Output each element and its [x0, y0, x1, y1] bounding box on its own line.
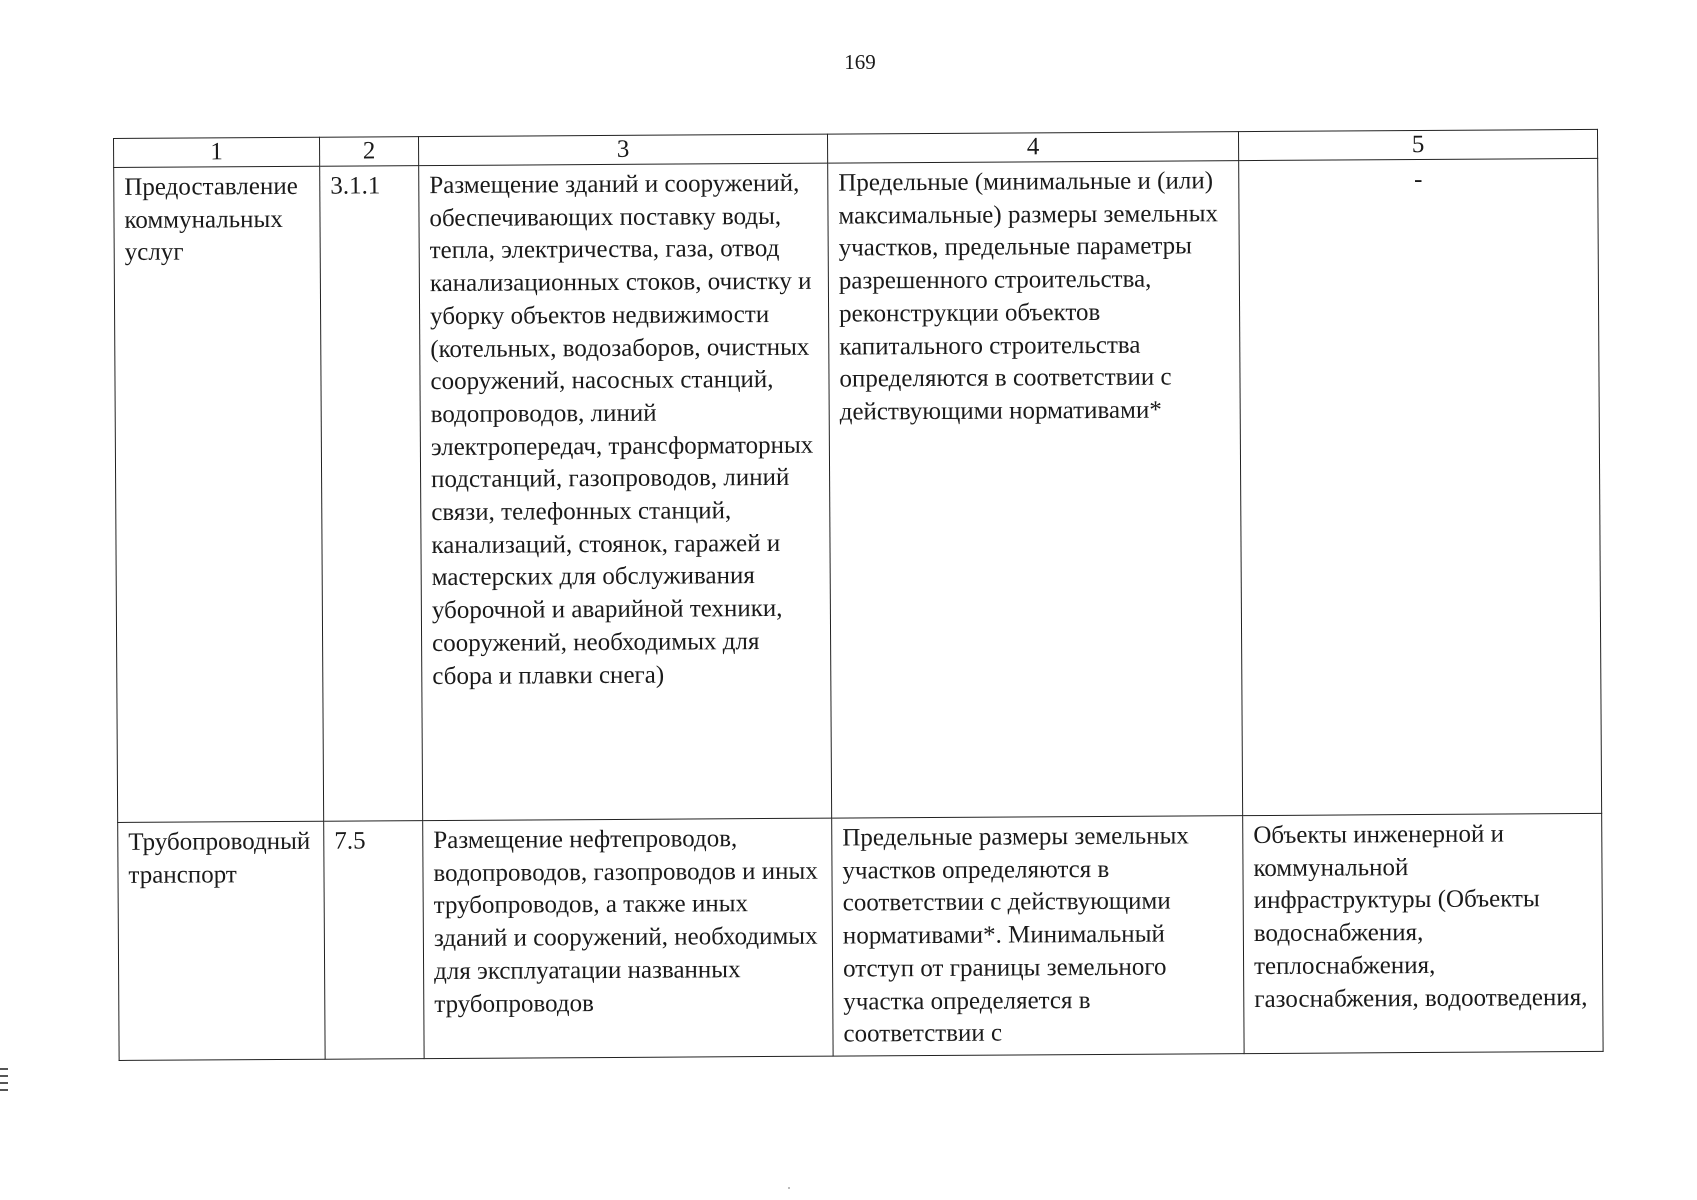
- page-number: 169: [844, 50, 876, 74]
- column-header-3: 3: [418, 134, 827, 165]
- column-header-1: 1: [114, 137, 320, 167]
- table-row: [118, 813, 1603, 1060]
- column-header-2: 2: [319, 137, 418, 167]
- binding-margin-marks: [0, 1068, 8, 1096]
- cell-use-code: 7.5: [324, 821, 424, 1060]
- column-header-5: 5: [1238, 129, 1597, 160]
- cell-use-name: Трубопроводный транспорт: [118, 821, 325, 1060]
- cell-use-notes: Объекты инженерной и коммунальной инфраструктуры (Объекты водоснабжения, теплоснабжения, газоснабжения, водоотведения,: [1243, 813, 1603, 1053]
- land-use-table: [113, 129, 1604, 1061]
- cell-use-name: Предоставление коммунальных услуг: [114, 166, 324, 822]
- table-row: [114, 158, 1602, 822]
- cell-use-description: Размещение зданий и сооружений, обеспечивающих поставку воды, тепла, электричества, газа, отвод канализационных стоков, очистку и уборку объектов недвижимости (котельных, водозаборов, очистных сооружений, насосных станций, водопроводов, линий электропередач, трансформаторных подстанций, газопроводов, линий связи, телефонных станций, канализаций, стоянок, гаражей и мастерских для обслуживания уборочной и аварийной техники, сооружений, необходимых для сбора и плавки снега): [419, 163, 832, 820]
- cell-use-description: Размещение нефтепроводов, водопроводов, газопроводов и иных трубопроводов, а также иных зданий и сооружений, необходимых для эксплуатации названных трубопроводов: [423, 818, 833, 1058]
- cell-use-notes: -: [1239, 158, 1602, 815]
- cell-use-parameters: Предельные (минимальные и (или) максимальные) размеры земельных участков, предельные параметры разрешенного строительства, реконструкции объектов капитального строительства определяются в соответствии с действующими нормативами*: [828, 161, 1243, 818]
- scan-speck: [788, 1187, 790, 1189]
- cell-use-parameters: Предельные размеры земельных участков определяются в соответствии с действующими нормативами*. Минимальный отступ от границы земельного участка определяется в соответствии с: [832, 816, 1244, 1056]
- column-header-4: 4: [827, 132, 1238, 164]
- cell-use-code: 3.1.1: [320, 166, 423, 822]
